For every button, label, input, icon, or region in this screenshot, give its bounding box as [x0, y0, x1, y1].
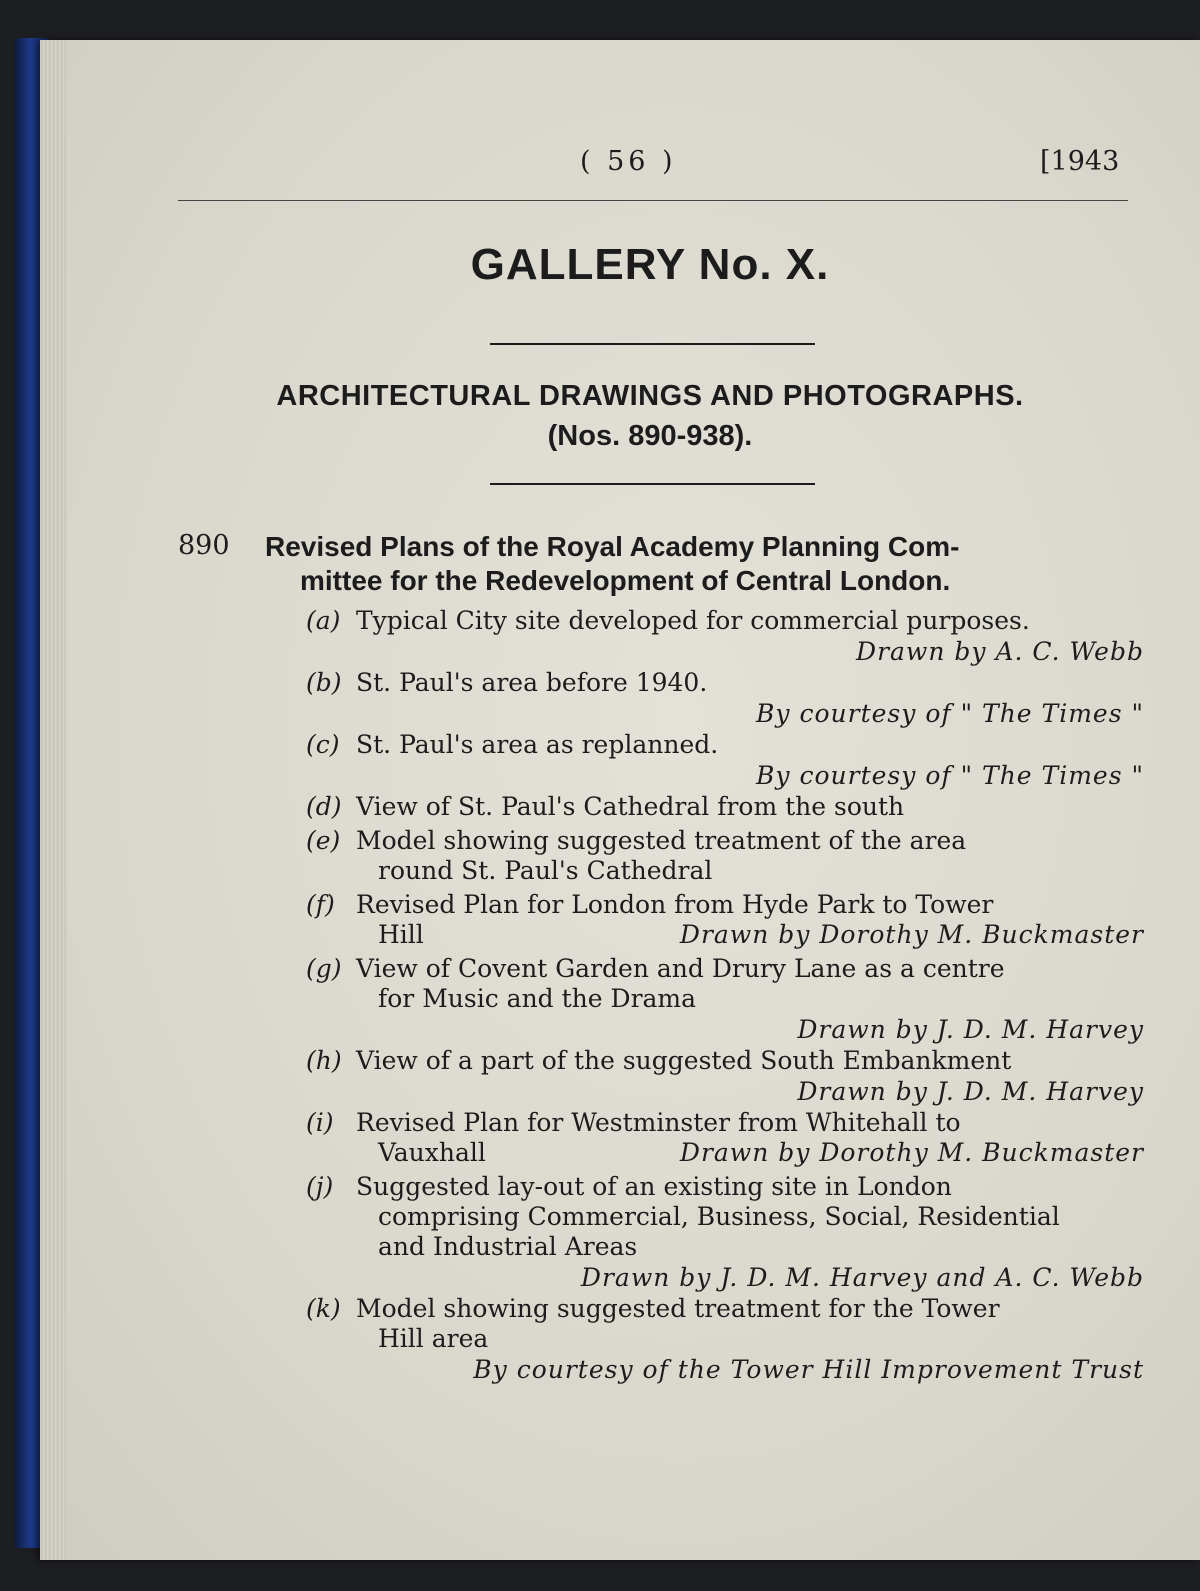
item-text-continued: comprising Commercial, Business, Social, Residential	[378, 1202, 1060, 1231]
list-item-d	[306, 792, 1144, 822]
item-label: (j)	[306, 1172, 334, 1201]
header-rule	[178, 200, 1128, 201]
entry-title-line-2: mittee for the Redevelopment of Central London.	[300, 565, 951, 596]
item-credit: Drawn by J. D. M. Harvey	[797, 1015, 1144, 1044]
list-item-k	[306, 1294, 1144, 1386]
item-credit: Drawn by J. D. M. Harvey and A. C. Webb	[580, 1263, 1144, 1292]
item-text-continued: for Music and the Drama	[378, 984, 697, 1013]
title-divider	[490, 343, 815, 345]
entry-number: 890	[178, 530, 230, 561]
item-text: St. Paul's area as replanned.	[356, 730, 719, 759]
item-credit: By courtesy of " The Times "	[756, 699, 1144, 728]
item-label: (a)	[306, 606, 341, 635]
item-credit: By courtesy of the Tower Hill Improvement Trust	[473, 1355, 1144, 1384]
list-item-b	[306, 668, 1144, 730]
list-item-h	[306, 1046, 1144, 1108]
item-text: Typical City site developed for commercial purposes.	[356, 606, 1030, 635]
item-label: (i)	[306, 1108, 334, 1137]
item-label: (e)	[306, 826, 341, 855]
list-item-f	[306, 890, 1144, 950]
item-label: (h)	[306, 1046, 342, 1075]
item-text: Model showing suggested treatment for the Tower	[356, 1294, 1000, 1323]
entry-title	[265, 530, 1135, 598]
page-number: ( 56 )	[580, 146, 677, 177]
list-item-g	[306, 954, 1144, 1046]
item-text-continued: Hill area	[378, 1324, 489, 1353]
list-item-a	[306, 606, 1144, 668]
item-label: (k)	[306, 1294, 341, 1323]
item-text: Model showing suggested treatment of the area	[356, 826, 967, 855]
year-marker: [1943	[1040, 146, 1120, 177]
item-credit: Drawn by A. C. Webb	[856, 637, 1144, 666]
item-text-continued: Vauxhall	[378, 1138, 486, 1167]
item-list	[306, 606, 1144, 1386]
item-text: Suggested lay-out of an existing site in London	[356, 1172, 952, 1201]
item-text: View of St. Paul's Cathedral from the south	[356, 792, 905, 821]
item-text-continued: round St. Paul's Cathedral	[378, 856, 713, 885]
page-header	[0, 146, 1200, 186]
item-text: View of Covent Garden and Drury Lane as a centre	[356, 954, 1005, 983]
item-credit: Drawn by J. D. M. Harvey	[797, 1077, 1144, 1106]
entry-title-line-1: Revised Plans of the Royal Academy Planning Com-	[265, 531, 960, 562]
item-label: (d)	[306, 792, 342, 821]
list-item-i	[306, 1108, 1144, 1168]
item-text-continued: Hill	[378, 920, 424, 949]
item-text: Revised Plan for London from Hyde Park to Tower	[356, 890, 994, 919]
list-item-c	[306, 730, 1144, 792]
item-text-continued: and Industrial Areas	[378, 1232, 638, 1261]
catalogue-range: (Nos. 890-938).	[547, 420, 753, 452]
item-credit: By courtesy of " The Times "	[756, 761, 1144, 790]
list-item-e	[306, 826, 1144, 886]
item-credit: Drawn by Dorothy M. Buckmaster	[679, 1138, 1144, 1167]
list-item-j	[306, 1172, 1144, 1294]
item-text: St. Paul's area before 1940.	[356, 668, 708, 697]
item-credit: Drawn by Dorothy M. Buckmaster	[679, 920, 1144, 949]
section-heading: ARCHITECTURAL DRAWINGS AND PHOTOGRAPHS.	[276, 380, 1024, 412]
item-label: (g)	[306, 954, 342, 983]
item-label: (c)	[306, 730, 340, 759]
item-text: View of a part of the suggested South Embankment	[356, 1046, 1012, 1075]
gallery-title: GALLERY No. X.	[470, 240, 830, 289]
item-text: Revised Plan for Westminster from Whitehall to	[356, 1108, 961, 1137]
section-divider	[490, 483, 815, 485]
item-label: (b)	[306, 668, 342, 697]
item-label: (f)	[306, 890, 335, 919]
